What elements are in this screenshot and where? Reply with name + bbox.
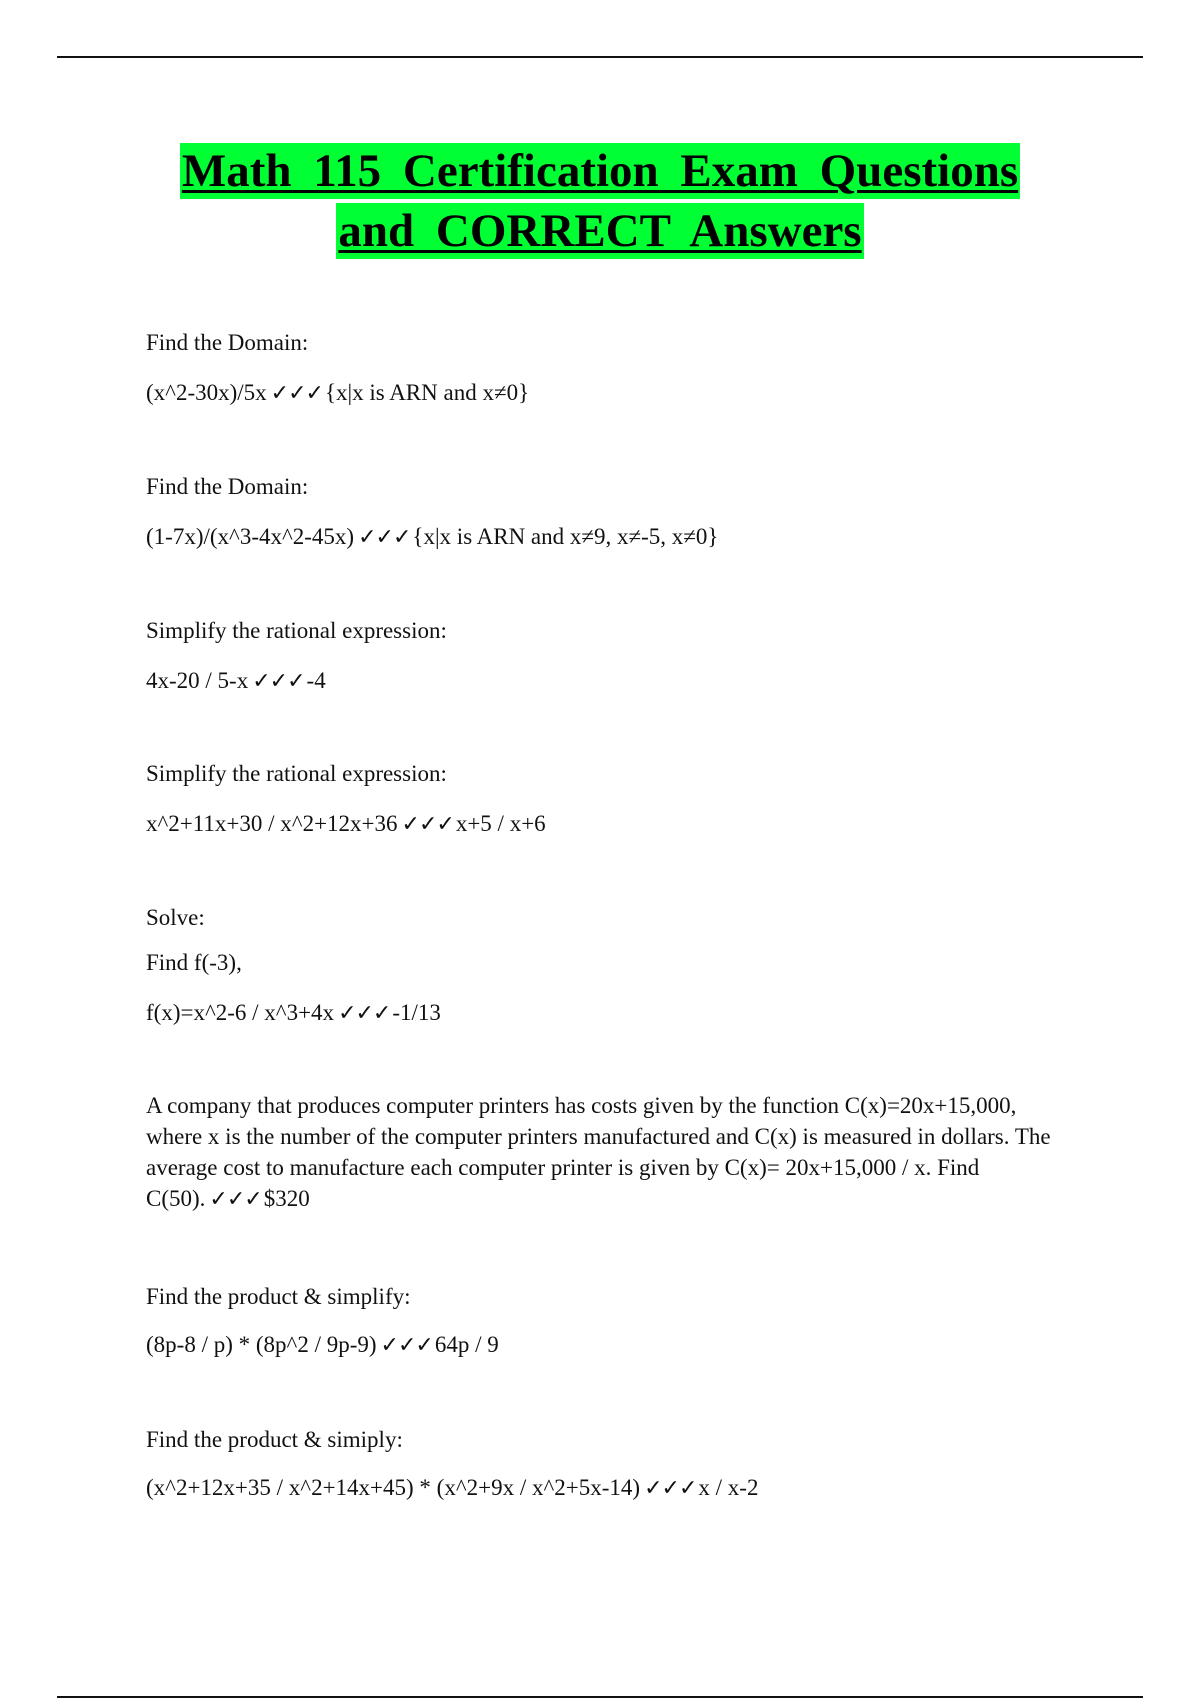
check-mark-icon: ✓✓✓ xyxy=(338,1001,391,1026)
question-text: f(x)=x^2-6 / x^3+4x xyxy=(146,1000,335,1025)
check-mark-icon: ✓✓✓ xyxy=(270,381,323,406)
question-prompt: Find the Domain: xyxy=(146,474,309,499)
question-text: A company that produces computer printers has costs given by the function C(x)=20x+15,000, where x is the number of the computer printers manufactured and C(x) is measured in dollars. The average cost to manufacture each computer printer is given by C(x)= 20x+15,000 / x. Find C(50). xyxy=(146,1093,1051,1211)
answer-text: {x|x is ARN and x≠9, x≠-5, x≠0} xyxy=(412,524,719,549)
question-prompt: Find the Domain: xyxy=(146,330,309,355)
top-rule xyxy=(57,56,1143,58)
answer-text: -1/13 xyxy=(392,1000,441,1025)
title-line-1: Math 115 Certification Exam Questions xyxy=(181,145,1019,197)
question-line xyxy=(146,665,1066,697)
answer-text: 64p / 9 xyxy=(434,1332,499,1357)
document-title xyxy=(0,143,1200,259)
question-line xyxy=(146,997,1066,1029)
answer-text: x / x-2 xyxy=(698,1475,759,1500)
question-text: 4x-20 / 5-x xyxy=(146,668,249,693)
check-mark-icon: ✓✓✓ xyxy=(358,525,411,550)
question-prompt: Simplify the rational expression: xyxy=(146,761,447,786)
title-line-2: and CORRECT Answers xyxy=(338,205,862,257)
question-text: x^2+11x+30 / x^2+12x+36 xyxy=(146,811,398,836)
check-mark-icon: ✓✓✓ xyxy=(380,1333,433,1358)
question-line xyxy=(146,1329,1066,1361)
bottom-rule xyxy=(57,1696,1143,1698)
word-problem xyxy=(146,1090,1066,1215)
answer-text: -4 xyxy=(306,668,326,693)
check-mark-icon: ✓✓✓ xyxy=(252,669,305,694)
question-line xyxy=(146,1472,1066,1504)
question-line xyxy=(146,808,1066,840)
question-prompt: Find the product & simiply: xyxy=(146,1427,403,1452)
check-mark-icon: ✓✓✓ xyxy=(644,1476,697,1501)
check-mark-icon: ✓✓✓ xyxy=(401,812,454,837)
question-line xyxy=(146,377,1066,409)
question-prompt: Find the product & simplify: xyxy=(146,1284,411,1309)
answer-text: $320 xyxy=(263,1186,310,1211)
answer-text: x+5 / x+6 xyxy=(455,811,546,836)
question-line xyxy=(146,521,1066,553)
question-prompt: Simplify the rational expression: xyxy=(146,618,447,643)
question-text: (1-7x)/(x^3-4x^2-45x) xyxy=(146,524,355,549)
question-text: (x^2-30x)/5x xyxy=(146,380,267,405)
answer-text: {x|x is ARN and x≠0} xyxy=(324,380,530,405)
question-text: (8p-8 / p) * (8p^2 / 9p-9) xyxy=(146,1332,377,1357)
check-mark-icon: ✓✓✓ xyxy=(209,1187,262,1212)
question-text: (x^2+12x+35 / x^2+14x+45) * (x^2+9x / x^2+5x-14) xyxy=(146,1475,641,1500)
question-prompt: Solve: xyxy=(146,905,205,930)
question-subprompt: Find f(-3), xyxy=(146,950,242,975)
